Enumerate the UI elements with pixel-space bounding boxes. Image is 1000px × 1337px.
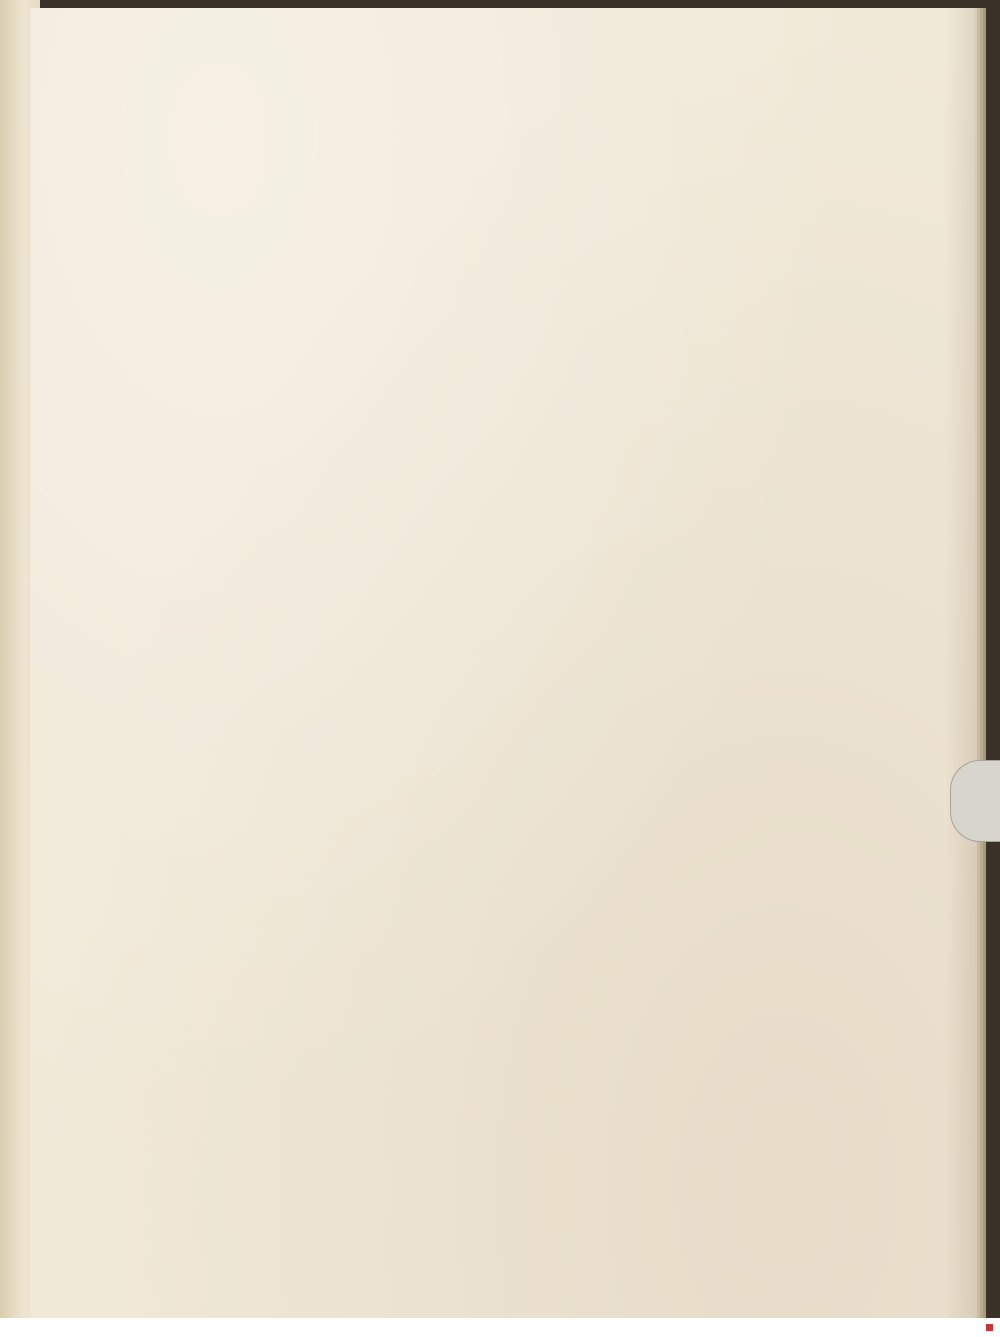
digitization-footer <box>0 1318 1000 1337</box>
page-header <box>330 56 830 90</box>
dfg-logo <box>964 1320 996 1334</box>
dfg-logo-mark <box>986 1324 993 1331</box>
page-edge-shadow <box>945 8 975 1318</box>
page-clip <box>950 760 1000 842</box>
book-page <box>30 8 975 1318</box>
